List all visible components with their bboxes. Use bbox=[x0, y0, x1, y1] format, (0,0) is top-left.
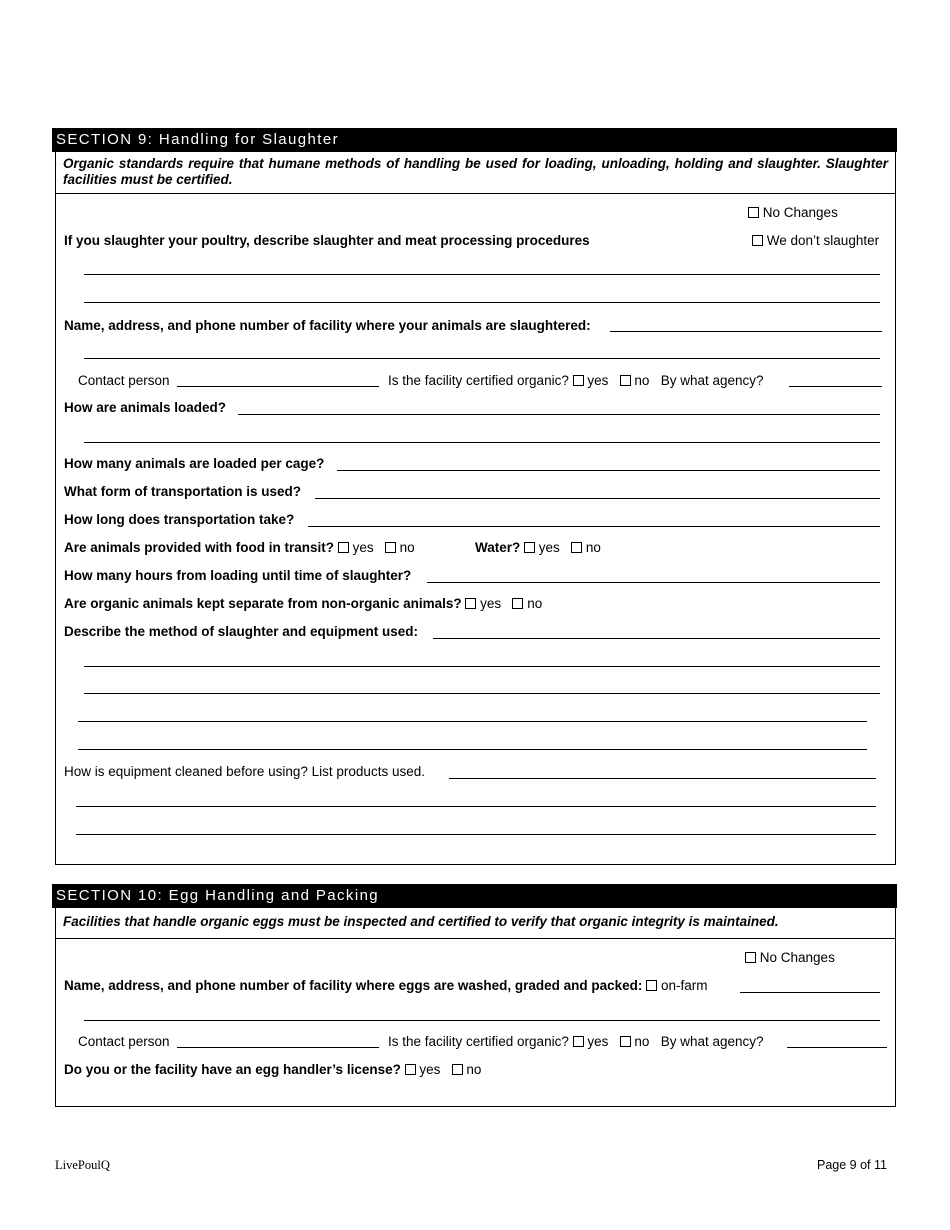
license-no-checkbox[interactable] bbox=[452, 1064, 463, 1075]
q-loaded: How are animals loaded? bbox=[64, 400, 227, 415]
s10-no-changes-checkbox[interactable] bbox=[745, 952, 756, 963]
egg-facility-line-1[interactable] bbox=[740, 992, 880, 993]
q-facility: Name, address, and phone number of facility where your animals are slaughtered: bbox=[64, 318, 591, 333]
method-line-5[interactable] bbox=[78, 749, 867, 750]
q-method: Describe the method of slaughter and equipment used: bbox=[64, 624, 419, 639]
separate-no-checkbox[interactable] bbox=[512, 598, 523, 609]
facility-line-1[interactable] bbox=[610, 331, 882, 332]
cleaned-line-1[interactable] bbox=[449, 778, 876, 779]
loaded-line-2[interactable] bbox=[84, 442, 880, 443]
certified-organic-row: Is the facility certified organic? yes no By what agency? bbox=[388, 373, 764, 388]
certified-yes-checkbox[interactable] bbox=[573, 375, 584, 386]
loaded-line-1[interactable] bbox=[238, 414, 880, 415]
page-number: Page 9 of 11 bbox=[817, 1158, 887, 1172]
q-transport-form: What form of transportation is used? bbox=[64, 484, 302, 499]
s10-contact-person-line[interactable] bbox=[177, 1047, 379, 1048]
egg-facility-row: Name, address, and phone number of facility where eggs are washed, graded and packed: on-farm bbox=[64, 978, 708, 993]
no-changes-checkbox[interactable] bbox=[748, 207, 759, 218]
s10-certified-no-checkbox[interactable] bbox=[620, 1036, 631, 1047]
section-10-title: SECTION 10: Egg Handling and Packing bbox=[56, 887, 380, 904]
food-water-row: Are animals provided with food in transit? yes no bbox=[64, 540, 415, 555]
s10-contact-person-label: Contact person bbox=[78, 1034, 170, 1049]
license-row: Do you or the facility have an egg handler’s license? yes no bbox=[64, 1062, 482, 1077]
s10-no-changes-option[interactable]: No Changes bbox=[745, 950, 835, 965]
on-farm-checkbox[interactable] bbox=[646, 980, 657, 991]
section-9-title: SECTION 9: Handling for Slaughter bbox=[56, 131, 339, 148]
section-9-intro: Organic standards require that humane methods of handling be used for loading, unloading, holding and slaughter. Slaughter facilities must be certified. bbox=[55, 152, 896, 194]
s10-certified-yes-checkbox[interactable] bbox=[573, 1036, 584, 1047]
section-9-box bbox=[55, 152, 896, 865]
q-cleaned: How is equipment cleaned before using? List products used. bbox=[64, 764, 425, 779]
separate-yes-checkbox[interactable] bbox=[465, 598, 476, 609]
egg-facility-line-2[interactable] bbox=[84, 1020, 880, 1021]
certified-no-checkbox[interactable] bbox=[620, 375, 631, 386]
q-procedures: If you slaughter your poultry, describe slaughter and meat processing procedures bbox=[64, 233, 590, 248]
s10-agency-line[interactable] bbox=[787, 1047, 887, 1048]
water-no-checkbox[interactable] bbox=[571, 542, 582, 553]
separate-row: Are organic animals kept separate from non-organic animals? yes no bbox=[64, 596, 543, 611]
q-per-cage: How many animals are loaded per cage? bbox=[64, 456, 325, 471]
s10-certified-row: Is the facility certified organic? yes no By what agency? bbox=[388, 1034, 764, 1049]
section-10-header bbox=[52, 884, 897, 908]
contact-person-label: Contact person bbox=[78, 373, 170, 388]
per-cage-line[interactable] bbox=[337, 470, 880, 471]
method-line-2[interactable] bbox=[84, 666, 880, 667]
contact-person-line[interactable] bbox=[177, 386, 379, 387]
procedures-line-1[interactable] bbox=[84, 274, 880, 275]
license-yes-checkbox[interactable] bbox=[405, 1064, 416, 1075]
we-dont-slaughter-checkbox[interactable] bbox=[752, 235, 763, 246]
section-10-intro: Facilities that handle organic eggs must be inspected and certified to verify that organic integrity is maintained. bbox=[55, 908, 896, 939]
q-hours: How many hours from loading until time of slaughter? bbox=[64, 568, 412, 583]
method-line-3[interactable] bbox=[84, 693, 880, 694]
transport-form-line[interactable] bbox=[315, 498, 880, 499]
transport-time-line[interactable] bbox=[308, 526, 880, 527]
method-line-4[interactable] bbox=[78, 721, 867, 722]
no-changes-option[interactable]: No Changes bbox=[748, 205, 838, 220]
cleaned-line-3[interactable] bbox=[76, 834, 876, 835]
q-transport-time: How long does transportation take? bbox=[64, 512, 295, 527]
hours-line[interactable] bbox=[427, 582, 880, 583]
form-code: LivePoulQ bbox=[55, 1158, 110, 1172]
facility-line-2[interactable] bbox=[84, 358, 880, 359]
section-9-header bbox=[52, 128, 897, 152]
we-dont-slaughter-option[interactable]: We don’t slaughter bbox=[752, 233, 879, 248]
method-line-1[interactable] bbox=[433, 638, 880, 639]
water-yes-checkbox[interactable] bbox=[524, 542, 535, 553]
agency-line[interactable] bbox=[789, 386, 882, 387]
cleaned-line-2[interactable] bbox=[76, 806, 876, 807]
procedures-line-2[interactable] bbox=[84, 302, 880, 303]
water-row: Water? yes no bbox=[475, 540, 601, 555]
food-yes-checkbox[interactable] bbox=[338, 542, 349, 553]
food-no-checkbox[interactable] bbox=[385, 542, 396, 553]
